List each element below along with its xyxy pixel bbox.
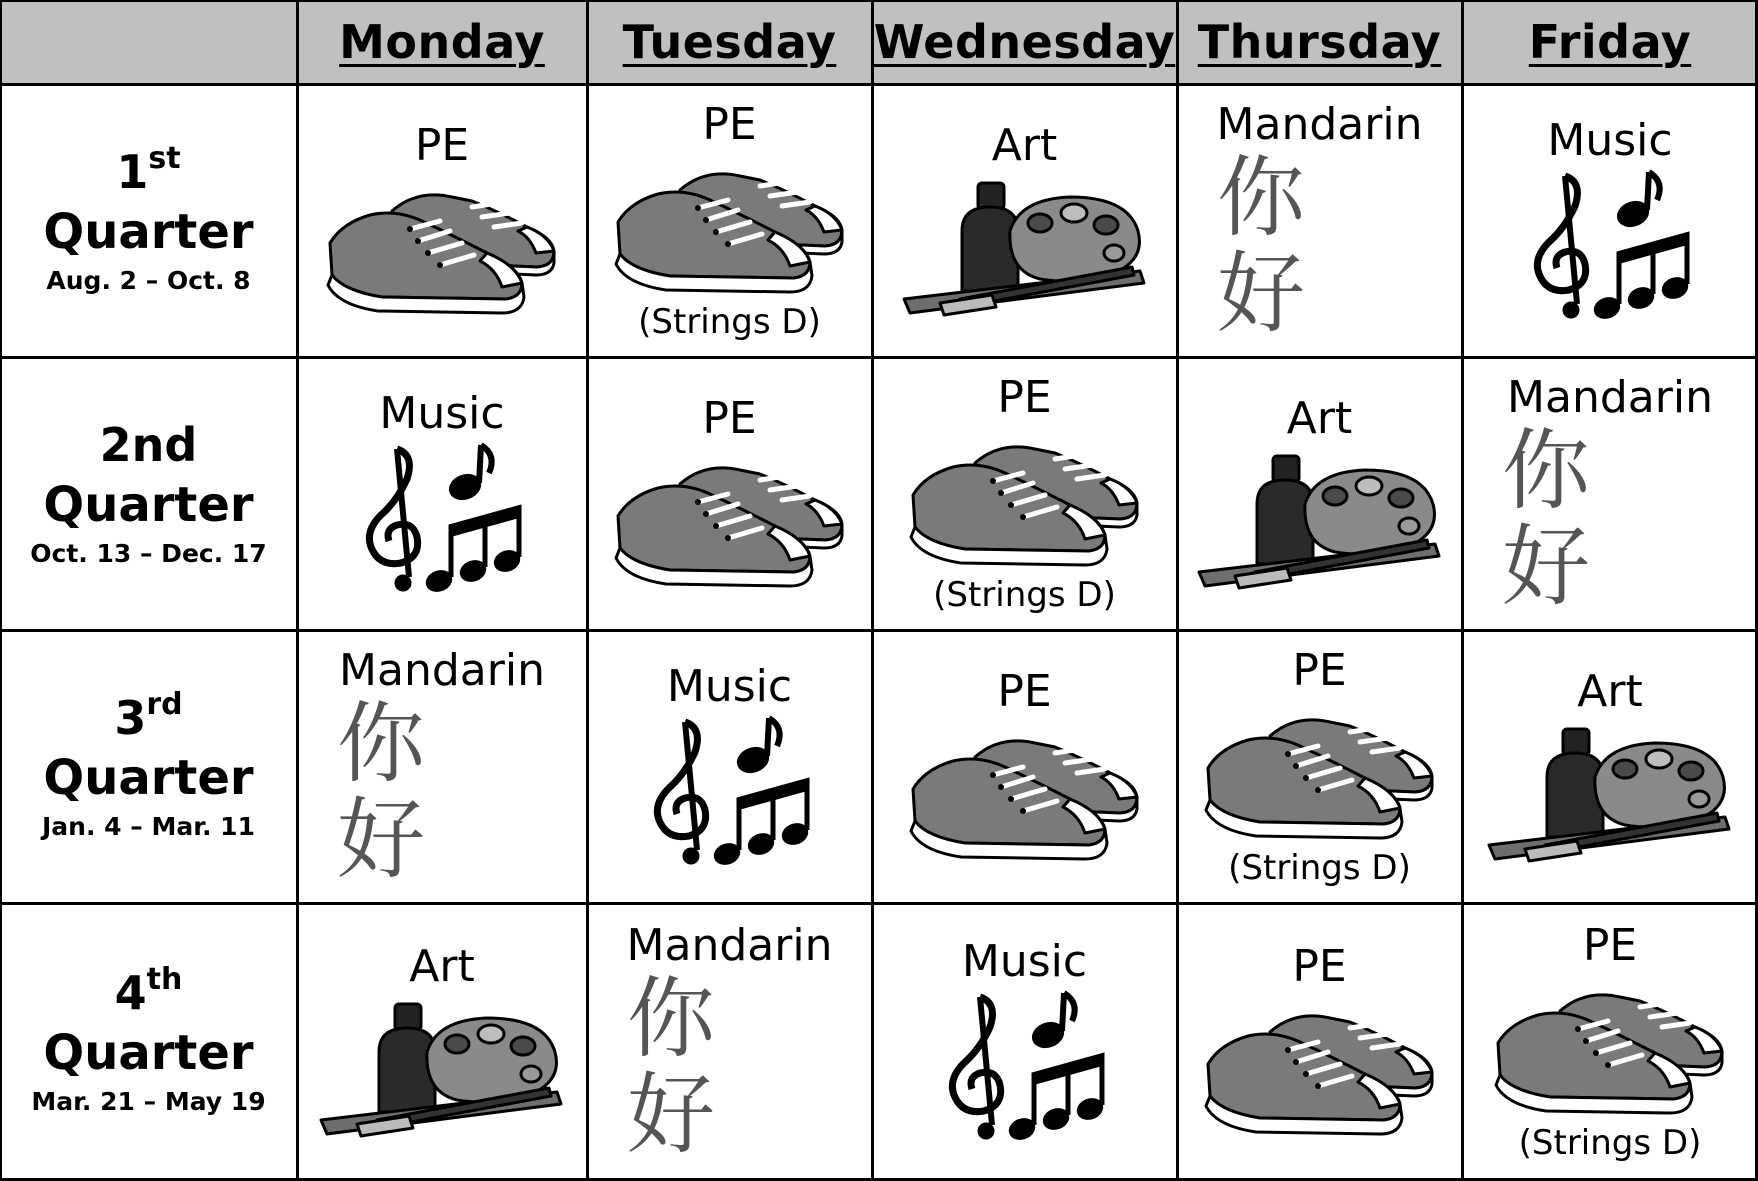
subject-label: Art	[1286, 392, 1353, 444]
subject-label: Mandarin	[1216, 98, 1423, 150]
quarter-dates: Aug. 2 – Oct. 8	[46, 265, 251, 295]
quarter-word: Quarter	[43, 203, 254, 260]
sneakers-icon	[610, 150, 850, 300]
schedule-cell	[872, 357, 1177, 630]
quarter-ordinal-suffix: th	[146, 962, 183, 997]
header-day-wednesday	[872, 0, 1177, 84]
quarter-number-text: 3	[114, 690, 147, 745]
day-label: Wednesday	[873, 15, 1176, 69]
grid-line-vertical	[871, 0, 874, 1181]
schedule-cell	[1462, 357, 1758, 630]
header-day-monday	[297, 0, 587, 84]
subject-label: Music	[379, 387, 505, 439]
subject-label: PE	[997, 371, 1052, 423]
schedule-cell	[1462, 630, 1758, 903]
day-label: Monday	[339, 15, 545, 69]
schedule-cell	[872, 903, 1177, 1181]
strings-note: (Strings D)	[1228, 847, 1411, 888]
schedule-cell	[872, 84, 1177, 357]
subject-label: PE	[1582, 920, 1638, 971]
nihao-characters	[337, 691, 587, 891]
schedule-cell	[297, 357, 587, 630]
chinese-character: 你	[627, 967, 756, 1070]
header-day-friday	[1462, 0, 1758, 84]
subject-label: PE	[414, 119, 470, 171]
quarter-label-4	[0, 903, 297, 1181]
subject-label: Art	[991, 119, 1058, 171]
grid-line-horizontal	[0, 902, 1758, 905]
schedule-cell	[297, 84, 587, 357]
subject-label: Mandarin	[626, 920, 833, 971]
sneakers-icon	[1200, 992, 1440, 1142]
grid-line-horizontal	[0, 0, 1758, 2]
quarter-number-text: 4	[114, 966, 147, 1020]
quarter-word: Quarter	[43, 749, 254, 806]
nihao-characters	[1502, 418, 1758, 618]
grid-line-vertical	[0, 0, 2, 1181]
day-label: Friday	[1528, 15, 1692, 69]
subject-label: PE	[1292, 941, 1347, 992]
schedule-cell	[297, 630, 587, 903]
schedule-cell	[587, 903, 872, 1181]
quarter-number-text: 1	[116, 144, 149, 199]
sneakers-icon	[610, 444, 850, 594]
sneakers-icon	[322, 171, 562, 321]
quarter-number	[116, 140, 181, 200]
art-palette-icon	[317, 992, 567, 1142]
chinese-character: 好	[337, 787, 466, 891]
quarter-ordinal-suffix: st	[148, 140, 181, 176]
quarter-dates: Jan. 4 – Mar. 11	[42, 811, 255, 841]
subject-label: Music	[666, 660, 793, 712]
subject-label: Art	[1577, 665, 1643, 717]
chinese-character: 你	[1502, 418, 1631, 522]
sneakers-icon	[1490, 971, 1730, 1121]
chinese-character: 好	[1502, 514, 1631, 618]
schedule-cell	[297, 903, 587, 1181]
music-notes-icon	[940, 987, 1110, 1147]
sneakers-icon	[905, 423, 1145, 573]
quarter-label-2	[0, 357, 297, 630]
quarter-number	[100, 417, 198, 473]
quarter-word: Quarter	[43, 1025, 254, 1081]
grid-line-vertical	[296, 0, 299, 1181]
subject-label: PE	[997, 665, 1052, 717]
schedule-cell	[1177, 84, 1462, 357]
grid-line-horizontal	[0, 629, 1758, 632]
subject-label: Music	[1547, 114, 1673, 166]
schedule-cell	[872, 630, 1177, 903]
subject-label: PE	[702, 392, 757, 444]
quarter-number	[114, 686, 183, 746]
day-label: Tuesday	[622, 15, 837, 69]
schedule-cell	[587, 357, 872, 630]
quarter-dates: Mar. 21 – May 19	[31, 1087, 266, 1116]
subject-label: Art	[409, 941, 475, 992]
header-day-thursday	[1177, 0, 1462, 84]
grid-line-vertical	[1461, 0, 1464, 1181]
strings-note: (Strings D)	[933, 574, 1116, 615]
header-day-tuesday	[587, 0, 872, 84]
schedule-cell	[1462, 903, 1758, 1181]
schedule-cell	[1177, 630, 1462, 903]
quarter-dates: Oct. 13 – Dec. 17	[30, 538, 267, 568]
subject-label: Mandarin	[1507, 371, 1713, 423]
quarter-number-text: 2nd	[99, 417, 198, 472]
schedule-cell	[1177, 903, 1462, 1181]
subject-label: Music	[961, 936, 1088, 987]
grid-line-vertical	[586, 0, 589, 1181]
strings-note: (Strings D)	[1518, 1123, 1702, 1163]
nihao-characters	[1217, 145, 1462, 345]
art-palette-icon	[1485, 717, 1735, 867]
strings-note: (Strings D)	[638, 301, 821, 342]
subject-label: Mandarin	[339, 644, 545, 696]
quarter-ordinal-suffix: rd	[146, 686, 183, 722]
chinese-character: 你	[337, 691, 466, 795]
schedule-cell	[1177, 357, 1462, 630]
subject-label: PE	[1292, 644, 1347, 696]
quarter-number	[114, 962, 183, 1021]
music-notes-icon	[1525, 166, 1695, 326]
grid-line-vertical	[1176, 0, 1179, 1181]
quarter-word: Quarter	[43, 476, 254, 533]
art-palette-icon	[900, 171, 1150, 321]
sneakers-icon	[905, 717, 1145, 867]
grid-line-horizontal	[0, 83, 1758, 86]
chinese-character: 你	[1217, 145, 1346, 249]
music-notes-icon	[357, 439, 527, 599]
schedule-cell	[587, 630, 872, 903]
subject-label: PE	[702, 98, 757, 150]
chinese-character: 好	[1217, 241, 1346, 345]
quarter-label-3	[0, 630, 297, 903]
nihao-characters	[627, 967, 872, 1166]
chinese-character: 好	[627, 1063, 756, 1166]
sneakers-icon	[1200, 696, 1440, 846]
music-notes-icon	[645, 712, 815, 872]
quarter-label-1	[0, 84, 297, 357]
schedule-cell	[1462, 84, 1758, 357]
day-label: Thursday	[1197, 15, 1442, 69]
schedule-cell	[587, 84, 872, 357]
art-palette-icon	[1195, 444, 1445, 594]
grid-line-horizontal	[0, 356, 1758, 359]
